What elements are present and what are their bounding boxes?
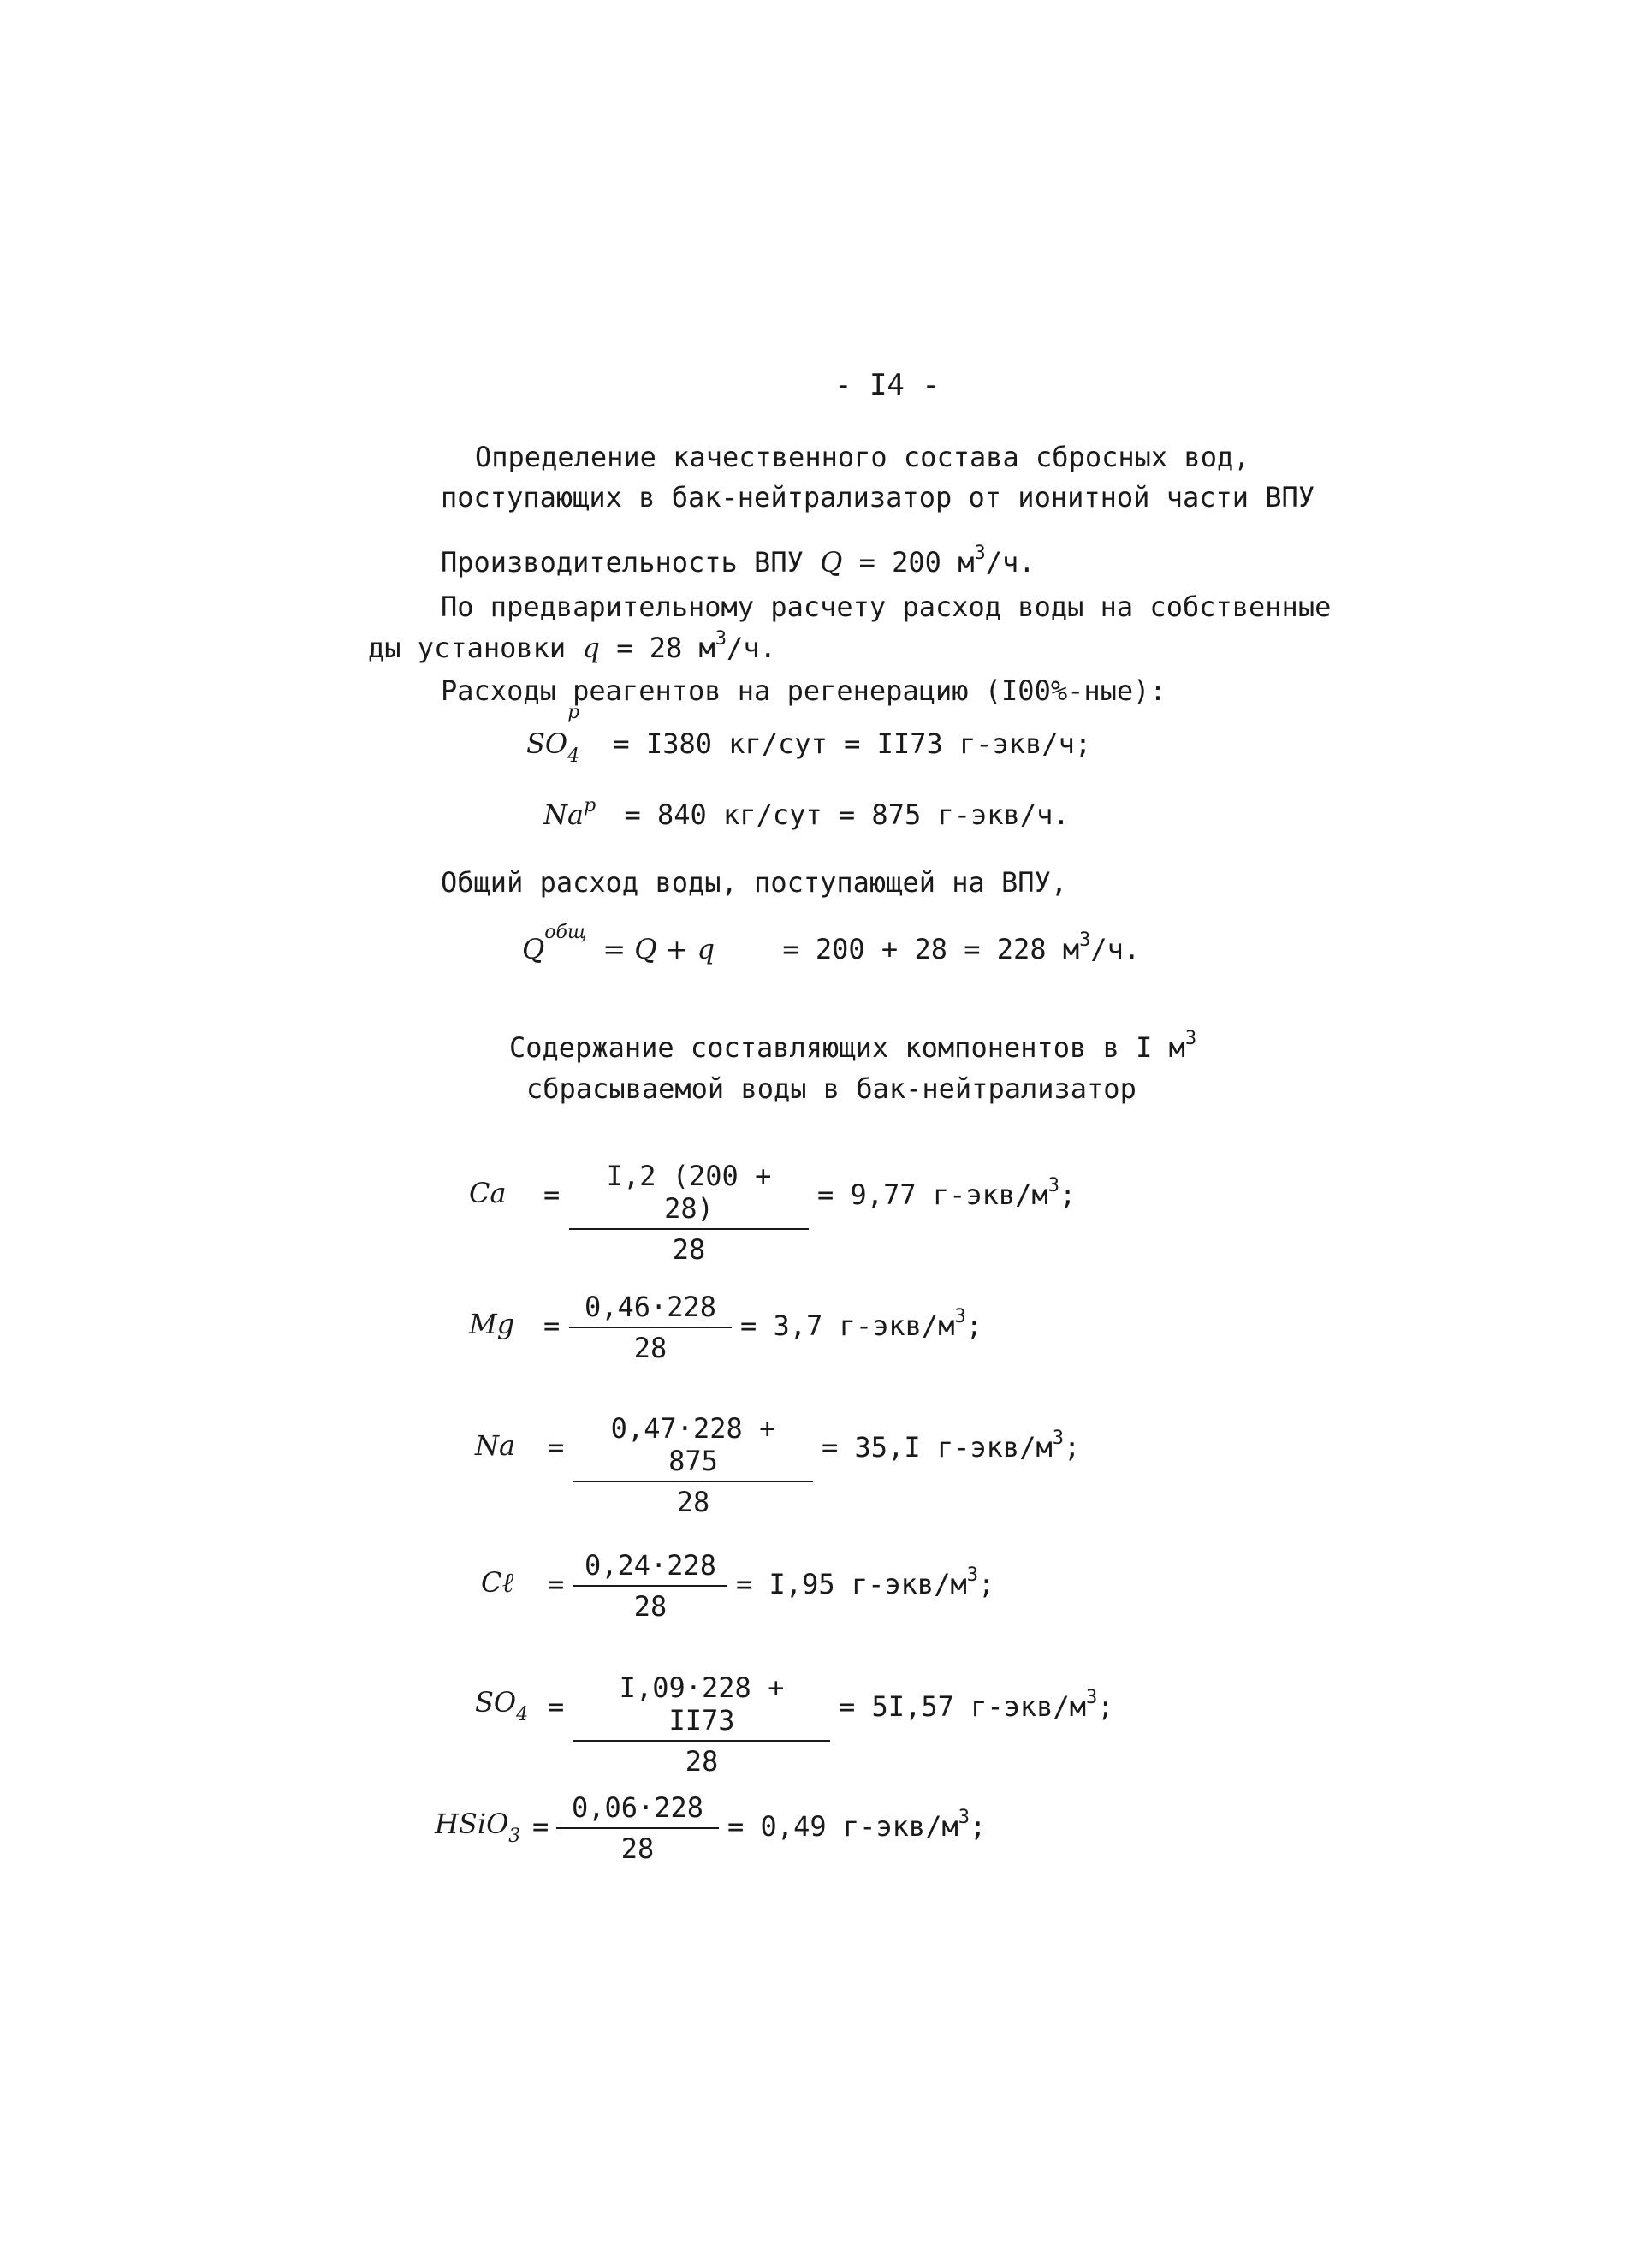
fraction-numerator: I,2 (200 + 28): [569, 1160, 809, 1230]
reagent-na-superscript: р: [584, 795, 596, 816]
component-fraction: [569, 1291, 732, 1364]
total-unit: /ч.: [1090, 933, 1141, 965]
component-symbol: Ca: [469, 1177, 507, 1209]
component-eq-sign: =: [548, 1431, 565, 1464]
reagent-na-line: [543, 795, 1070, 831]
section-line-2: сбрасываемой воды в бак-нейтрализатор: [526, 1072, 1136, 1105]
component-symbol: Na: [475, 1429, 516, 1462]
productivity-value: = 200 м: [858, 546, 975, 579]
fraction-denominator: 28: [620, 1832, 655, 1865]
fraction-numerator: 0,46·228: [569, 1291, 732, 1328]
total-exponent: 3: [1079, 929, 1091, 951]
component-symbol: $SO_4$: [475, 1686, 529, 1725]
total-equation-2: = 200 + 28 = 228 м: [782, 933, 1080, 965]
reagent-na-value: = 840 кг/сут = 875 г-экв/ч.: [624, 799, 1070, 831]
component-eq-sign: =: [548, 1690, 565, 1723]
component-result: = 35,I $г-экв/м^3$;: [822, 1428, 1081, 1464]
fraction-denominator: 28: [676, 1486, 710, 1518]
prelim-value: = 28 м: [616, 632, 715, 664]
productivity-unit: /ч.: [985, 546, 1036, 579]
component-eq-sign: =: [532, 1810, 549, 1843]
component-fraction: [556, 1791, 719, 1865]
component-eq-sign: =: [548, 1568, 565, 1600]
heading-line-1: Определение качественного состава сбросных вод,: [475, 441, 1250, 473]
prelim-symbol: q: [582, 632, 600, 664]
component-fraction: [573, 1412, 813, 1518]
component-symbol: Mg: [469, 1308, 515, 1340]
reagent-so4-superscript: р: [567, 702, 580, 723]
component-result: = 3,7 $г-экв/м^3$;: [740, 1306, 982, 1342]
fraction-numerator: 0,06·228: [556, 1791, 719, 1829]
reagents-title: Расходы реагентов на регенерацию (I00%-ные):: [441, 674, 1166, 707]
total-equation-1: = Q + q: [602, 933, 715, 965]
component-fraction: [573, 1671, 830, 1778]
component-eq-sign: =: [543, 1309, 561, 1342]
fraction-numerator: 0,24·228: [573, 1549, 727, 1587]
prelim-exponent: 3: [715, 628, 727, 650]
component-fraction: [569, 1160, 809, 1266]
page-number: - I4 -: [834, 368, 940, 402]
section-exponent: 3: [1184, 1028, 1197, 1049]
component-result: = I,95 $г-экв/м^3$;: [736, 1564, 995, 1600]
prelim-line-1: По предварительному расчету расход воды на собственные: [441, 591, 1332, 623]
fraction-denominator: 28: [685, 1745, 719, 1778]
heading-line-2: поступающих в бак-нейтрализатор от ионитной части ВПУ: [441, 481, 1315, 514]
component-eq-sign: =: [543, 1179, 561, 1211]
component-result: = 9,77 $г-экв/м^3$;: [817, 1175, 1077, 1211]
productivity-symbol: Q: [820, 546, 843, 579]
productivity-exponent: 3: [974, 543, 986, 564]
reagent-so4-subscript: 4: [567, 745, 580, 767]
prelim-line-2: [368, 628, 776, 664]
prelim-unit: /ч.: [727, 632, 776, 664]
productivity-line: [441, 543, 1036, 579]
total-formula: [522, 922, 1141, 965]
fraction-denominator: 28: [633, 1332, 668, 1364]
productivity-prefix: Производительность ВПУ: [441, 546, 804, 579]
component-result: = 5I,57 $г-экв/м^3$;: [839, 1687, 1114, 1723]
component-symbol: HSiO$_3$: [435, 1808, 521, 1847]
component-fraction: [573, 1549, 727, 1623]
fraction-numerator: 0,47·228 + 875: [573, 1412, 813, 1482]
reagent-na-symbol: Na: [543, 799, 585, 831]
fraction-denominator: 28: [633, 1590, 668, 1623]
total-superscript: общ: [544, 922, 586, 943]
component-symbol: Cℓ: [481, 1566, 513, 1599]
reagent-so4-value: = I380 кг/сут = II73 г-экв/ч;: [613, 727, 1092, 760]
section-line-1: Содержание составляющих компонентов в I $м^3$: [509, 1028, 1197, 1064]
reagent-so4-line: [526, 702, 1092, 767]
fraction-denominator: 28: [672, 1233, 706, 1266]
fraction-numerator: I,09·228 + II73: [573, 1671, 830, 1742]
component-result: = 0,49 $г-экв/м^3$;: [727, 1807, 987, 1843]
total-title: Общий расход воды, поступающей на ВПУ,: [441, 866, 1068, 899]
prelim-prefix: ды установки: [368, 632, 567, 664]
reagent-so4-symbol: $SO_4$ р: [526, 702, 580, 767]
total-symbol: Q: [522, 933, 545, 965]
